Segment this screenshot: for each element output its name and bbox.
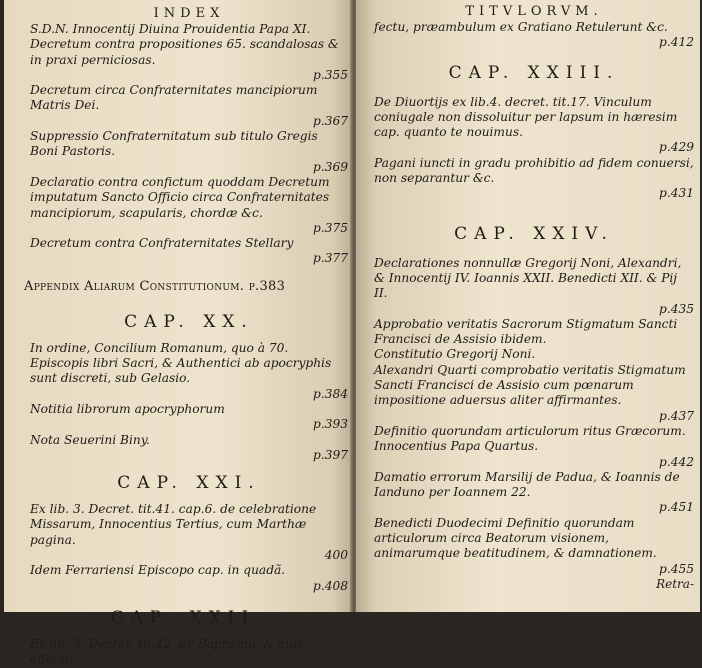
index-entry: Damatio errorum Marsilij de Padua, & Ioannis de Ianduno per Ioannem 22. p.451 — [374, 469, 694, 515]
index-entry: Suppressio Confraternitatum sub titulo Gregis Boni Pastoris. p.369 — [30, 129, 348, 174]
left-page — [4, 0, 354, 667]
index-entry: Ex lib. 3. Decret. tit.41. cap.6. de celebratione Missarum, Innocentius Tertius, cum Marthæ pagina. 400 — [30, 502, 348, 563]
running-head-left: INDEX — [153, 6, 225, 21]
chapter-heading-xxi: CAP. XXI. — [117, 473, 261, 494]
index-entry: Approbatio veritatis Sacrorum Stigmatum Sancti Francisci de Assisio ibidem. — [374, 316, 678, 347]
index-entry: Declaratio contra confictum quoddam Decretum imputatum Sancto Officio circa Confraternitates mancipiorum, scapularis, chordæ &c. p.375 — [30, 174, 348, 235]
right-page — [356, 0, 700, 612]
index-entry: Constitutio Gregorij Noni. — [374, 347, 536, 362]
index-entry: De Diuortijs ex lib.4. decret. tit.17. Vinculum coniugale non dissoluitur per lapsum in hæresim cap. quanto te nouimus. p.429 — [374, 94, 694, 155]
index-entry: Definitio quorundam articulorum ritus Græcorum. — [374, 423, 686, 438]
chapter-heading-xxiii: CAP. XXIII. — [448, 62, 620, 83]
index-entry: Ex lib. 3. Decret. tit.42. de Baptismo, & eius effectu, — [30, 636, 304, 667]
index-entry: Innocentius Papa Quartus. p.442 — [374, 439, 694, 469]
index-entry: Notitia librorum apocryphorum p.393 — [30, 401, 348, 432]
index-entry: fectu, præambulum ex Gratiano Retulerunt &c. p.412 — [374, 20, 694, 50]
appendix-heading: Appendix Aliarum Constitutionum. p.383 — [24, 278, 286, 294]
index-entry: Decretum circa Confraternitates mancipiorum Matris Dei. p.367 — [30, 83, 348, 128]
index-entry: Nota Seuerini Biny. p.397 — [30, 432, 348, 462]
chapter-heading-xx: CAP. XX. — [124, 311, 254, 332]
index-entry: Benedicti Duodecimi Definitio quorundam articulorum circa Beatorum visionem, animarumque beatitudinem, & damnationem. p.455 — [374, 515, 694, 576]
index-entry: S.D.N. Innocentij Diuina Prouidentia Papa XI. Decretum contra propositiones 65. scandalosas & in praxi perniciosas. p.355 — [30, 22, 348, 82]
index-entry: Idem Ferrariensi Episcopo cap. in quadã. p.408 — [30, 563, 348, 593]
index-entry: Declarationes nonnullæ Gregorij Noni, Alexandri, & Innocentij IV. Ioannis XXII. Benedicti XII. & Pij II. p.435 — [374, 255, 694, 316]
index-entry: Alexandri Quarti comprobatio veritatis Stigmatum Sancti Francisci de Assisio cum pœnarum impositione aduersus aliter affirmantes. p.437 — [374, 362, 694, 423]
chapter-heading-xxiv: CAP. XXIV. — [454, 223, 614, 244]
catchword: Retra- — [656, 576, 694, 591]
chapter-heading-xxii: CAP. XXII. — [110, 607, 268, 628]
index-entry: Pagani iuncti in gradu prohibitio ad fidem conuersi, non separantur &c. p.431 — [374, 155, 694, 201]
index-entry: In ordine, Concilium Romanum, quo à 70. Episcopis libri Sacri, & Authentici ab apocryphis sunt discreti, sub Gelasio. p.384 — [30, 340, 348, 401]
running-head-right: TITVLORVM. — [465, 4, 603, 19]
index-entry: Decretum contra Confraternitates Stellary p.377 — [30, 236, 348, 266]
